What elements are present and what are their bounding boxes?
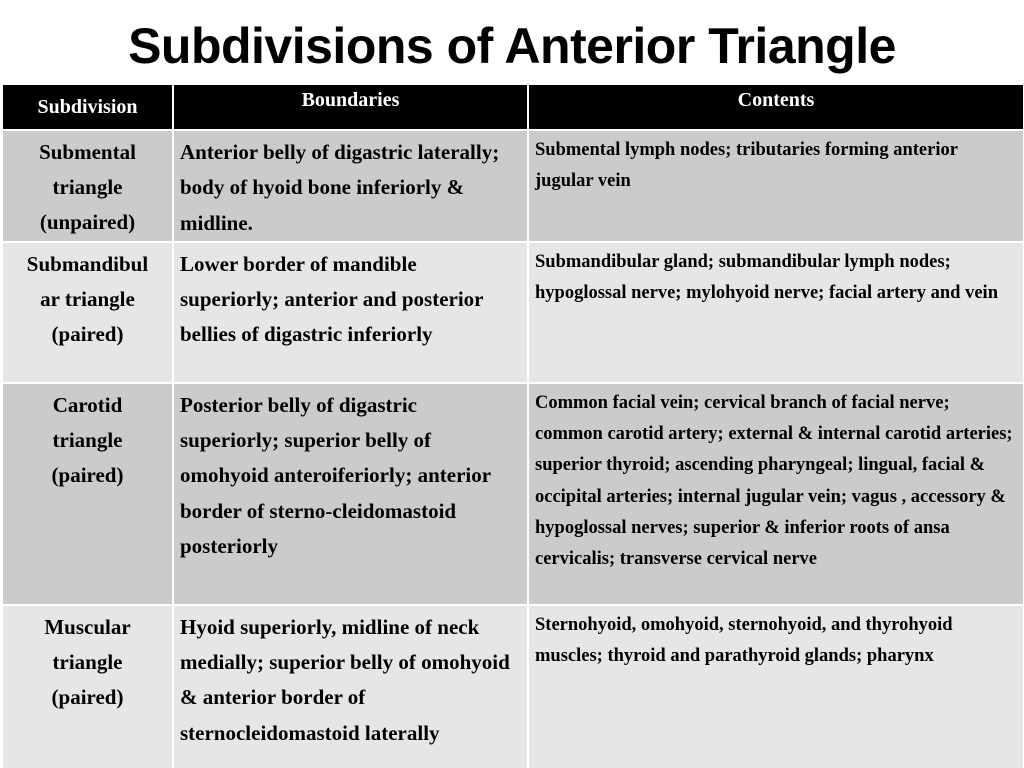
subdivision-line: Muscular <box>44 614 131 639</box>
cell-subdivision <box>3 383 173 605</box>
cell-boundaries: Lower border of mandible superiorly; anterior and posterior bellies of digastric inferiorly <box>173 242 528 383</box>
subdivision-line: triangle <box>52 427 123 452</box>
cell-boundaries: Posterior belly of digastric superiorly; superior belly of omohyoid anteroiferiorly; anterior border of sterno-cleidomastoid posteriorly <box>173 383 528 605</box>
subdivision-line: Submandibul <box>26 251 149 276</box>
cell-subdivision <box>3 605 173 768</box>
subdivision-line: (paired) <box>51 462 124 487</box>
subdivision-line: ar triangle <box>40 286 135 311</box>
anterior-triangle-table <box>3 85 1024 768</box>
slide-title: Subdivisions of Anterior Triangle <box>128 18 896 74</box>
header-contents: Contents <box>528 85 1024 130</box>
header-subdivision: Subdivision <box>3 85 173 130</box>
cell-contents: Submental lymph nodes; tributaries forming anterior jugular vein <box>528 130 1024 242</box>
table-row-submental <box>3 130 1024 242</box>
cell-boundaries: Hyoid superiorly, midline of neck medially; superior belly of omohyoid & anterior border of sternocleidomastoid laterally <box>173 605 528 768</box>
subdivision-line: (paired) <box>51 321 124 346</box>
cell-subdivision <box>3 242 173 383</box>
cell-boundaries: Anterior belly of digastric laterally; body of hyoid bone inferiorly & midline. <box>173 130 528 242</box>
cell-contents: Sternohyoid, omohyoid, sternohyoid, and thyrohyoid muscles; thyroid and parathyroid glands; pharynx <box>528 605 1024 768</box>
table-row-muscular <box>3 605 1024 768</box>
cell-contents: Common facial vein; cervical branch of facial nerve; common carotid artery; external & internal carotid arteries; superior thyroid; ascending pharyngeal; lingual, facial & occipital arteries; internal jugular vein; vagus , accessory & hypoglossal nerves; superior & inferior roots of ansa cervicalis; transverse cervical nerve <box>528 383 1024 605</box>
table-row-submandibular <box>3 242 1024 383</box>
subdivision-line: (unpaired) <box>39 210 136 234</box>
header-boundaries: Boundaries <box>173 85 528 130</box>
subdivision-line: triangle <box>52 649 123 674</box>
subdivision-line: (paired) <box>51 684 124 709</box>
table-row-carotid <box>3 383 1024 605</box>
subdivision-line: Carotid <box>52 392 123 417</box>
cell-contents: Submandibular gland; submandibular lymph nodes; hypoglossal nerve; mylohyoid nerve; facial artery and vein <box>528 242 1024 383</box>
subdivision-line: triangle <box>52 175 123 199</box>
cell-subdivision <box>3 130 173 242</box>
subdivision-line: Submental <box>39 140 136 164</box>
table-header-row <box>3 85 1024 130</box>
